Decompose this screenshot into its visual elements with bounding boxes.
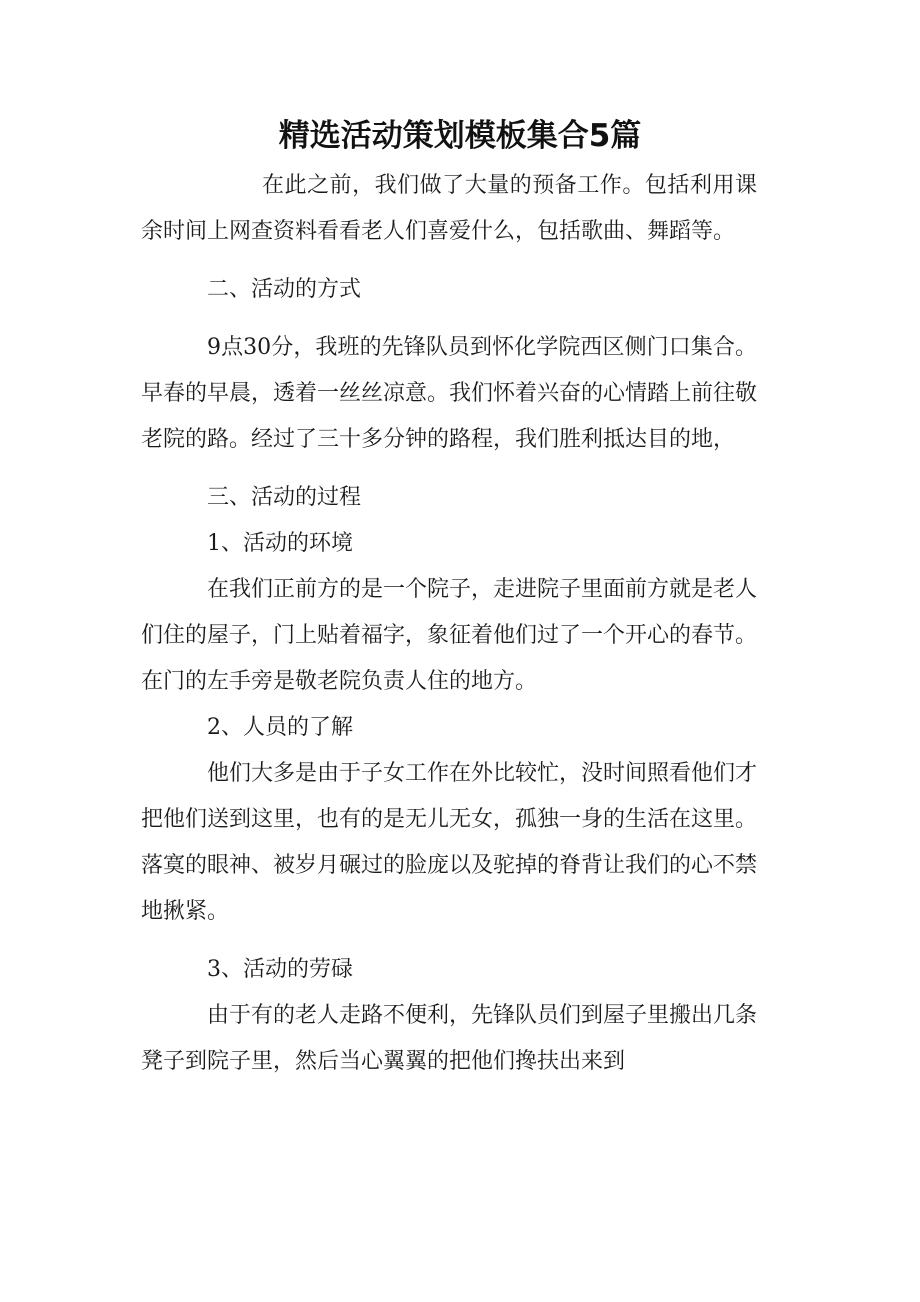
- heading-labor: 3、活动的劳碌: [207, 957, 353, 982]
- heading-activity-process: 三、活动的过程: [207, 485, 362, 510]
- document-title: 精选活动策划模板集合5篇: [278, 118, 642, 154]
- heading-environment: 1、活动的环境: [207, 531, 353, 556]
- document-body: [141, 163, 757, 1085]
- paragraph-people: 他们大多是由于子女工作在外比较忙，没时间照看他们才把他们送到这里，也有的是无儿无女，孤独一身的生活在这里。落寞的眼神、被岁月碾过的脸庞以及驼掉的脊背让我们的心不禁地揪紧。: [141, 761, 758, 924]
- paragraph-labor: 由于有的老人走路不便利，先锋队员们到屋子里搬出几条凳子到院子里，然后当心翼翼的把他们搀扶出来到: [141, 1003, 758, 1074]
- heading-people: 2、人员的了解: [207, 715, 353, 740]
- paragraph-preparation: 在此之前，我们做了大量的预备工作。包括利用课余时间上网查资料看看老人们喜爱什么，包括歌曲、舞蹈等。: [141, 173, 757, 244]
- heading-activity-method: 二、活动的方式: [207, 277, 362, 302]
- paragraph-gathering: 9点30分，我班的先锋队员到怀化学院西区侧门口集合。早春的早晨，透着一丝丝凉意。我们怀着兴奋的心情踏上前往敬老院的路。经过了三十多分钟的路程，我们胜利抵达目的地，: [141, 335, 758, 452]
- paragraph-environment: 在我们正前方的是一个院子，走进院子里面前方就是老人们住的屋子，门上贴着福字，象征着他们过了一个开心的春节。在门的左手旁是敬老院负责人住的地方。: [141, 577, 758, 694]
